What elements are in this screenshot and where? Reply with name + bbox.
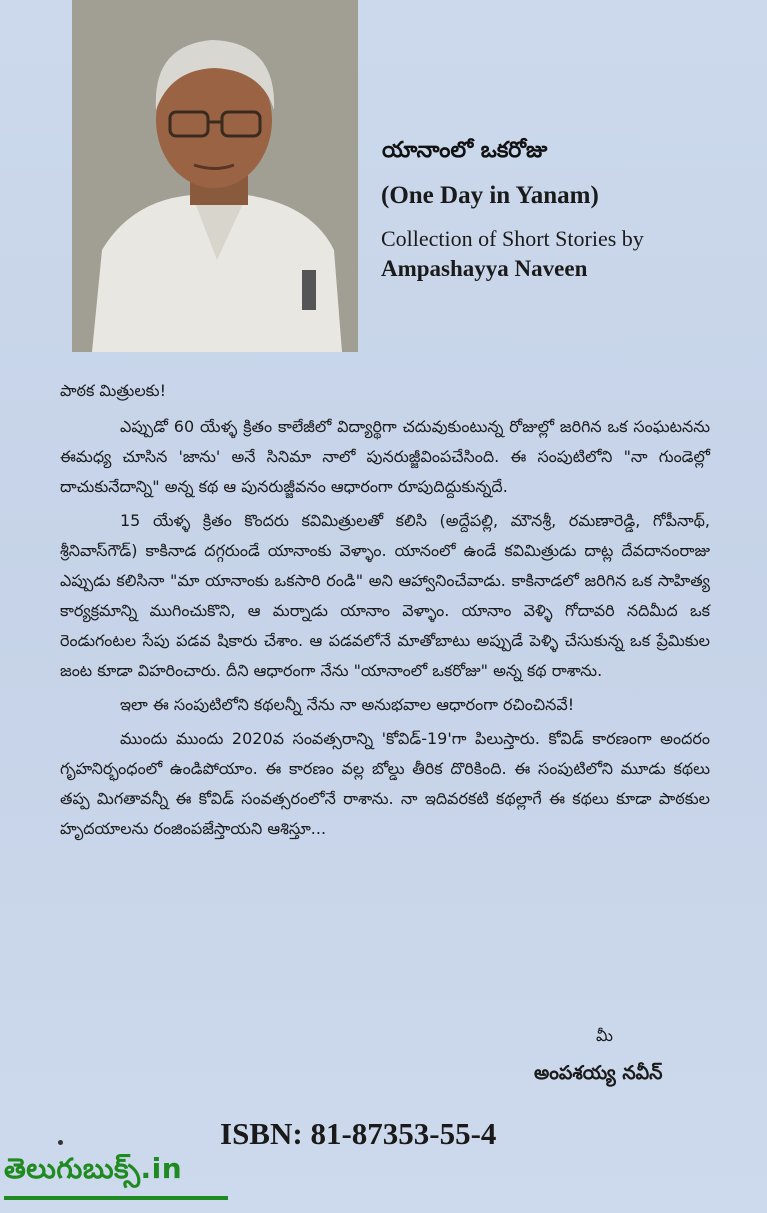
author-name-english: Ampashayya Naveen xyxy=(381,256,588,281)
book-title-telugu: యానాంలో ఒకరోజు xyxy=(382,138,548,163)
letter-greeting: పాఠక మిత్రులకు! xyxy=(60,381,166,400)
isbn-number: ISBN: 81-87353-55-4 xyxy=(220,1116,497,1151)
letter-paragraph: ఇలా ఈ సంపుటిలోని కథలన్నీ నేను నా అనుభవాల ఆధారంగా రచించినవే! xyxy=(120,695,575,714)
author-signature: అంపశయ్య నవీన్ xyxy=(534,1062,663,1084)
letter-closing: మీ xyxy=(596,1026,613,1045)
letter-body xyxy=(60,376,710,848)
letter-paragraph: ఎప్పుడో 60 యేళ్ళ క్రితం కాలేజీలో విద్యార్థిగా చదువుకుంటున్న రోజుల్లో జరిగిన ఒక సంఘటనను ఈమధ్య చూసిన 'జాను' అనే సినిమా నాలో పునరుజ్జీవింపచేసింది. ఈ సంపుటిలోని "నా గుండెల్లో దాచుకునేదాన్ని" అన్న కథ ఆ పునరుజ్జీవనం ఆధారంగా రూపుదిద్దుకున్నదే. xyxy=(60,417,710,496)
letter-paragraph: ముందు ముందు 2020వ సంవత్సరాన్ని 'కోవిడ్-19'గా పిలుస్తారు. కోవిడ్ కారణంగా అందరం గృహనిర్భంధంలో ఉండిపోయాం. ఈ కారణం వల్ల బోల్డు తీరిక దొరికింది. ఈ సంపుటిలోని మూడు కథలు తప్ప మిగతావన్నీ ఈ కోవిడ్ సంవత్సరంలోనే రాశాను. నా ఇదివరకటి కథల్లాగే ఈ కథలు కూడా పాఠకుల హృదయాలను రంజింపజేస్తాయని ఆశిస్తూ... xyxy=(60,729,710,838)
decorative-dot xyxy=(58,1140,63,1145)
book-title-english: (One Day in Yanam) xyxy=(381,182,599,209)
author-photo xyxy=(72,0,358,352)
letter-paragraph: 15 యేళ్ళ క్రితం కొందరు కవిమిత్రులతో కలిసి (అద్దేపల్లి, మౌనశ్రీ, రమణారెడ్డి, గోపీనాథ్, శ్రీనివాస్‌గౌడ్) కాకినాడ దగ్గరుండే యానాంకు వెళ్ళాం. యానంలో ఉండే కవిమిత్రుడు దాట్ల దేవదానంరాజు ఎప్పుడు కలిసినా "మా యానాంకు ఒకసారి రండి" అని ఆహ్వానించేవాడు. కాకినాడలో జరిగిన ఒక సాహిత్య కార్యక్రమాన్ని ముగించుకొని, ఆ మర్నాడు యానాం వెళ్ళాం. యానాం వెళ్ళి గోదావరి నదిమీద ఒక రెండుగంటల సేపు పడవ షికారు చేశాం. ఆ పడవలోనే మాతోబాటు అప్పుడే పెళ్ళి చేసుకున్న ఒక ప్రేమికుల జంట కూడా విహరించారు. దీని ఆధారంగా నేను "యానాంలో ఒకరోజు" అన్న కథ రాశాను. xyxy=(60,511,710,680)
site-watermark: తెలుగుబుక్స్.in xyxy=(4,1152,183,1185)
watermark-underline xyxy=(4,1196,228,1200)
book-subtitle: Collection of Short Stories by xyxy=(381,226,644,251)
